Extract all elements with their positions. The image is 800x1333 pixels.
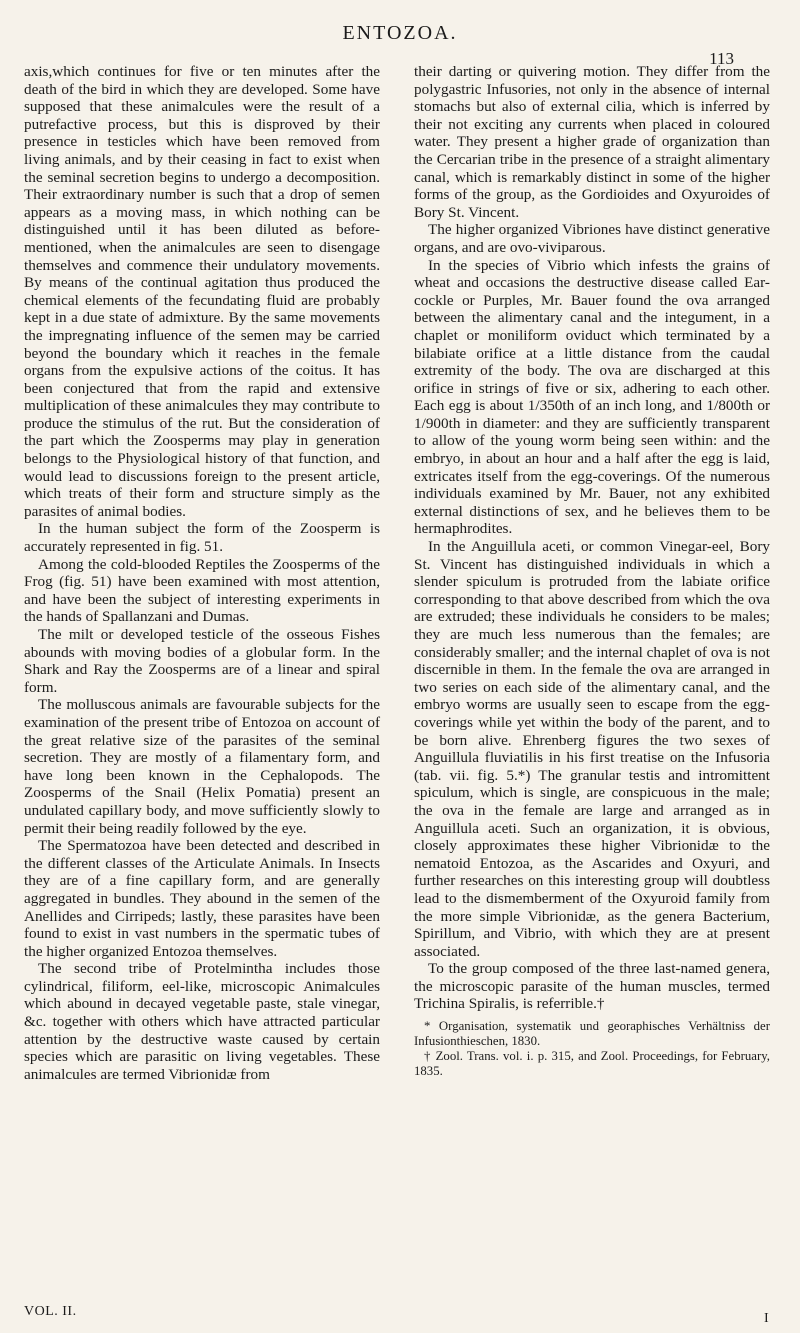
right-column: [414, 63, 770, 1079]
page-number: 113: [709, 49, 734, 68]
paragraph: The molluscous animals are favourable subjects for the examination of the present tribe of Entozoa on account of the great relative size of the parasites of the seminal secretion. They are mostly of a filamentary form, and have long been known in the Cephalopods. The Zoosperms of the Snail (Helix Pomatia) present an undulated capillary body, and move sufficiently slowly to permit their being readily followed by the eye.: [24, 696, 380, 837]
running-head: ENTOZOA.: [342, 22, 458, 44]
paragraph: their darting or quivering motion. They differ from the polygastric Infusories, not only in the absence of internal stomachs but also of external cilia, which is inferred by their not exciting any currents when placed in coloured water. They present a higher grade of organization than the Cercarian tribe in the presence of a straight alimentary canal, which is remarkably distinct in some of the higher forms of the group, as the Gordioides and Oxyuroides of Bory St. Vincent.: [414, 63, 770, 221]
signature-mark: I: [764, 1311, 769, 1326]
paragraph: The second tribe of Protelmintha includes those cylindrical, filiform, eel-like, microscopic Animalcules which abound in decayed vegetable paste, stale vinegar, &c. together with others which have attracted particular attention by the destructive waste caused by certain species which are parasitic on living vegetables. These animalcules are termed Vibrionidæ from: [24, 960, 380, 1083]
paragraph: axis,which continues for five or ten minutes after the death of the bird in which they are developed. Some have supposed that these animalcules were the result of a putrefactive process, but this is disproved by their presence in testicles which have been removed from living animals, and by their ceasing in fact to exist when the seminal secretion begins to undergo a decomposition. Their extraordinary number is such that a drop of semen appears as a moving mass, in which nothing can be distinguished until it has been diluted as before-mentioned, when the animalcules are seen to disengage themselves and commence their undulatory movements. By means of the continual agitation thus produced the chemical elements of the fecundating fluid are probably kept in a due state of admixture. By the same movements the impregnating influence of the semen may be carried beyond the boundary which it reaches in the female organs from the expulsive actions of the coitus. It has been conjectured that from the rapid and extensive multiplication of these animalcules they may contribute to produce the stimulus of the rut. But the consideration of the part which the Zoosperms may play in generation belongs to the Physiological history of that function, and would lead to discussions foreign to the present article, which treats of their form and structure simply as the parasites of animal bodies.: [24, 63, 380, 520]
volume-mark: VOL. II.: [24, 1304, 77, 1319]
footnote: † Zool. Trans. vol. i. p. 315, and Zool. Proceedings, for February, 1835.: [414, 1049, 770, 1079]
paragraph: The higher organized Vibriones have distinct generative organs, and are ovo-viviparous.: [414, 221, 770, 256]
paragraph: Among the cold-blooded Reptiles the Zoosperms of the Frog (fig. 51) have been examined with most attention, and have been the subject of interesting experiments in the hands of Spallanzani and Dumas.: [24, 555, 380, 626]
paragraph: In the human subject the form of the Zoosperm is accurately represented in fig. 51.: [24, 520, 380, 556]
footnote: * Organisation, systematik und georaphisches Verhältniss der Infusionthieschen, 1830.: [414, 1019, 770, 1049]
paragraph: To the group composed of the three last-named genera, the microscopic parasite of the human muscles, termed Trichina Spiralis, is referrible.†: [414, 960, 770, 1013]
footnotes: [414, 1019, 770, 1079]
paragraph: The milt or developed testicle of the osseous Fishes abounds with moving bodies of a globular form. In the Shark and Ray the Zoosperms are of a linear and spiral form.: [24, 626, 380, 696]
paragraph: The Spermatozoa have been detected and described in the different classes of the Articulate Animals. In Insects they are of a fine capillary form, and are generally aggregated in bundles. They abound in the semen of the Anellides and Cirripeds; lastly, these parasites have been found to exist in vast numbers in the spermatic tubes of the higher organized Entozoa themselves.: [24, 837, 380, 960]
paragraph: In the species of Vibrio which infests the grains of wheat and occasions the destructive disease called Ear-cockle or Purples, Mr. Bauer found the ova arranged between the alimentary canal and the integument, in a chaplet or moniliform oviduct which terminated by a bilabiate orifice at a little distance from the caudal extremity of the body. The ova are discharged at this orifice in strings of five or six, adhering to each other. Each egg is about 1/350th of an inch long, and 1/800th or 1/900th in diameter: and they are sufficiently transparent to allow of the young worm being seen within: and the embryo, in about an hour and a half after the egg is laid, extricates itself from the egg-coverings. Of the numerous individuals examined by Mr. Bauer, not any exhibited external distinctions of sex, and he believes them to be hermaphrodites.: [414, 256, 770, 538]
paragraph: In the Anguillula aceti, or common Vinegar-eel, Bory St. Vincent has distinguished individuals in which a slender spiculum is protruded from the labiate orifice corresponding to that above described from which the ova are extruded; these individuals he considers to be males; they are much less numerous than the females; are considerably smaller; and the internal chaplet of ova is not discernible in them. In the female the ova are arranged in two series on each side of the alimentary canal, and the embryo worms are usually seen to escape from the egg-coverings while yet within the body of the parent, and to be born alive. Ehrenberg figures the two sexes of Anguillula fluviatilis in his first treatise on the Infusoria (tab. vii. fig. 5.*) The granular testis and intromittent spiculum, which is single, are conspicuous in the male; the ova in the female are large and arranged as in Anguillula aceti. Such an organization, it is obvious, closely approximates these higher Vibrionidæ to the nematoid Entozoa, as the Ascarides and Oxyuri, and further researches on this interesting group will doubtless lead to the dismemberment of the Oxyuroid family from the more simple Vibrionidæ, as the genera Bacterium, Spirillum, and Vibrio, with which they are at present associated.: [414, 538, 770, 960]
left-column: [24, 63, 380, 1083]
